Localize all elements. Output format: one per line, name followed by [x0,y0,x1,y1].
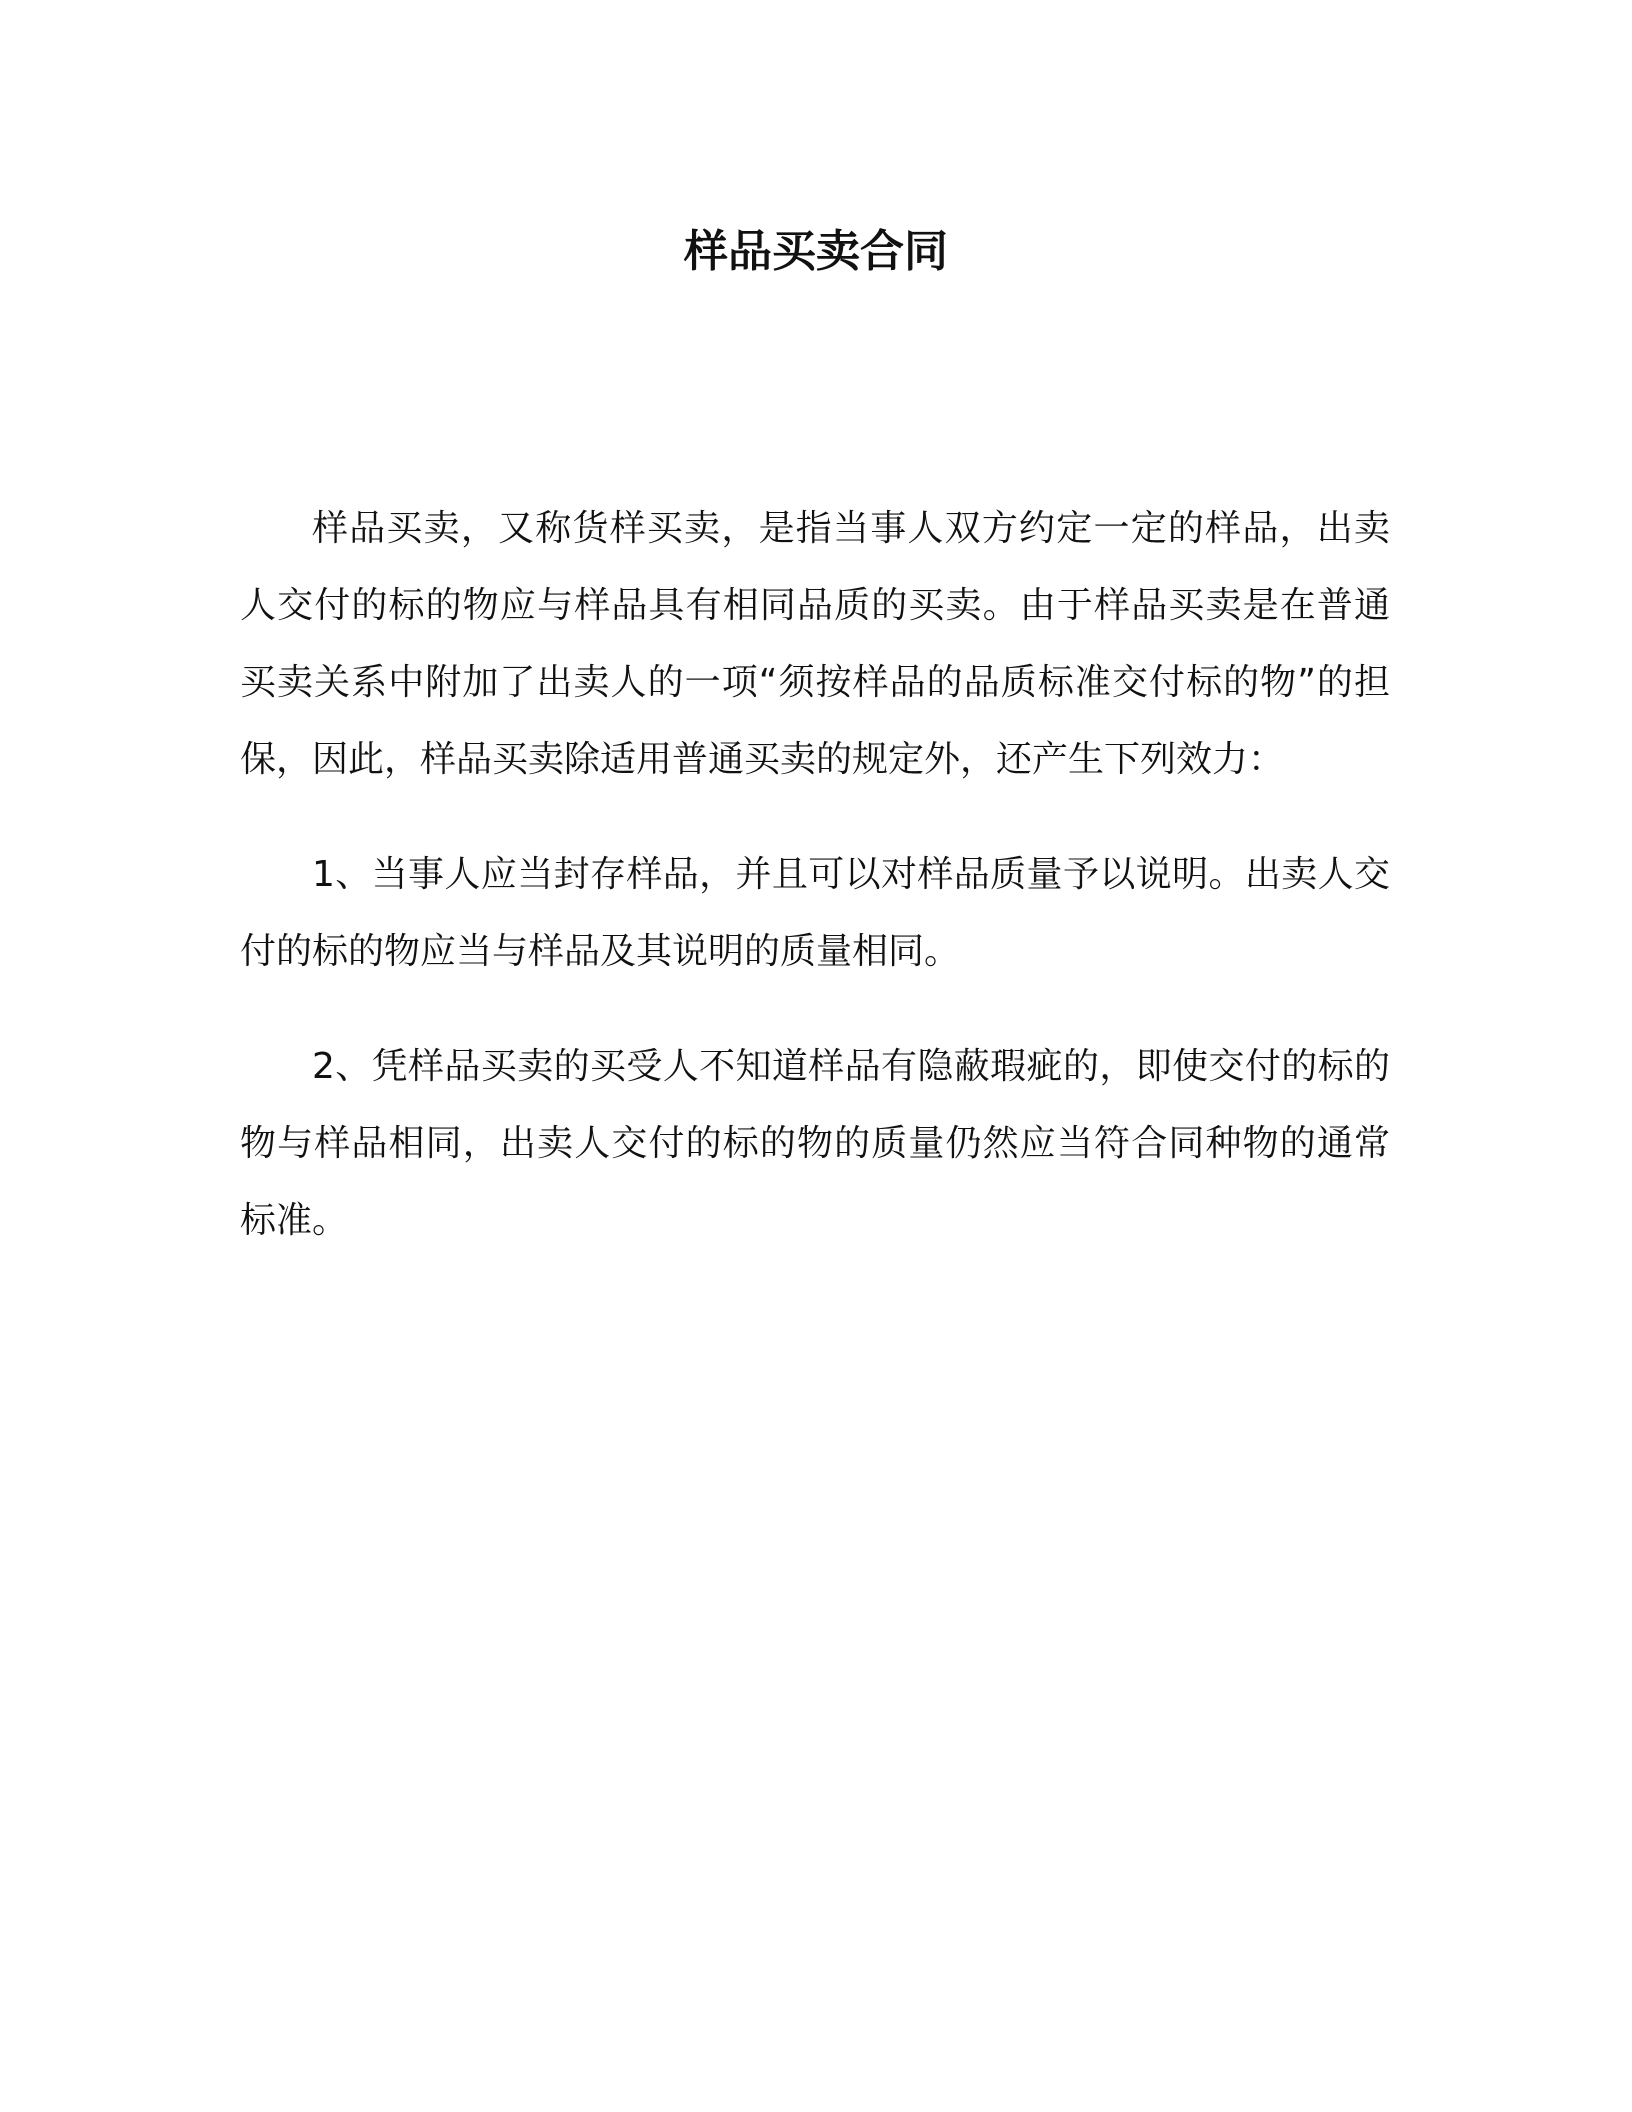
intro-paragraph: 样品买卖，又称货样买卖，是指当事人双方约定一定的样品，出卖人交付的标的物应与样品具有相同品质的买卖。由于样品买卖是在普通买卖关系中附加了出卖人的一项“须按样品的品质标准交付标的物”的担保，因此，样品买卖除适用普通买卖的规定外，还产生下列效力： [240,508,1390,780]
document-body [240,490,1390,1297]
clause-1-paragraph: 1、当事人应当封存样品，并且可以对样品质量予以说明。出卖人交付的标的物应当与样品及其说明的质量相同。 [240,854,1390,972]
document-title: 样品买卖合同 [684,226,948,277]
clause-2-paragraph: 2、凭样品买卖的买受人不知道样品有隐蔽瑕疵的，即使交付的标的物与样品相同，出卖人交付的标的物的质量仍然应当符合同种物的通常标准。 [240,1046,1390,1241]
